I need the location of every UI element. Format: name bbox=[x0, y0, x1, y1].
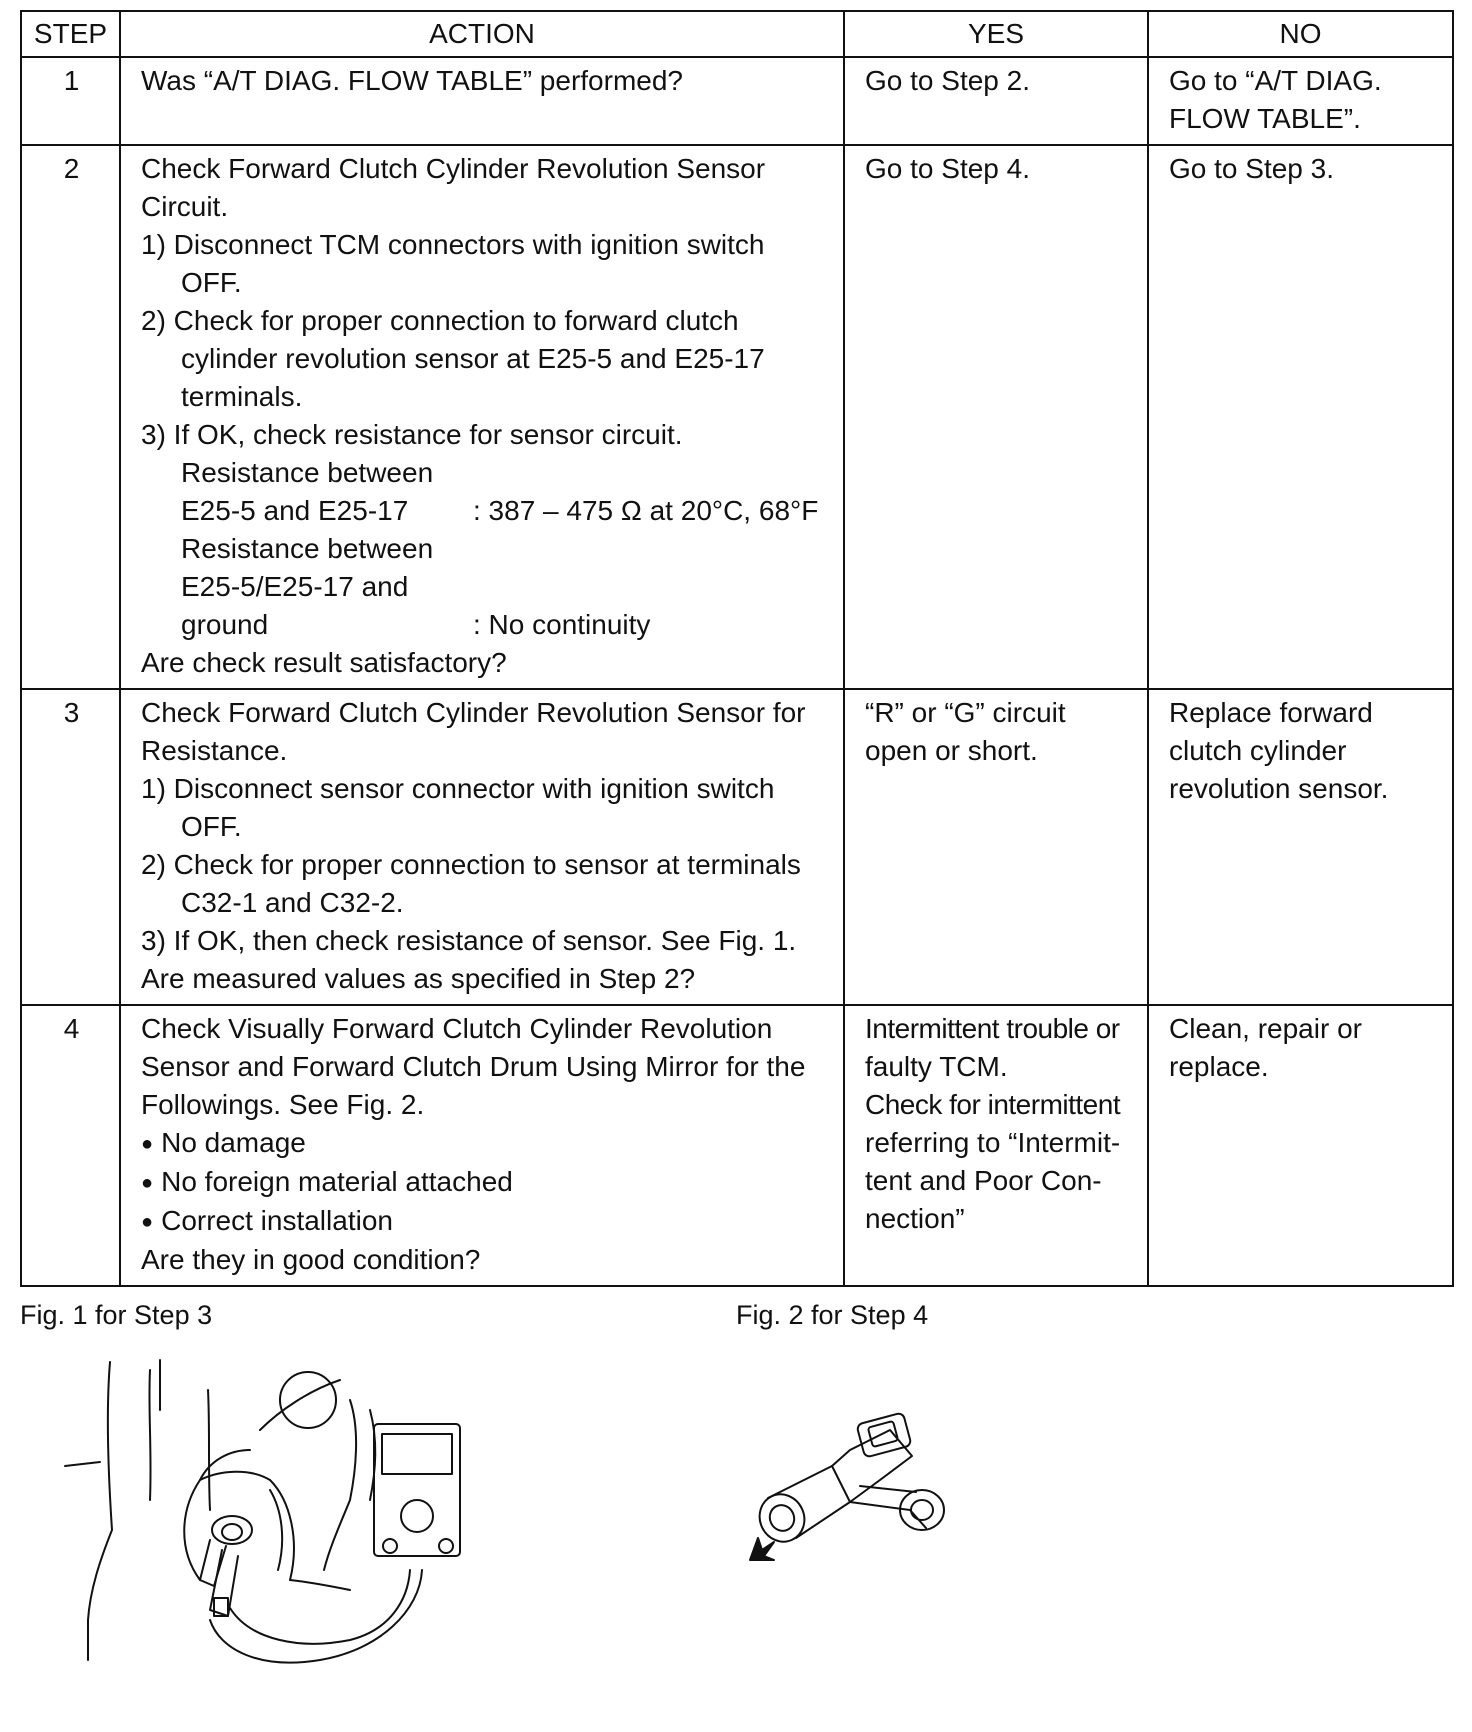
table-row-step-1 bbox=[21, 57, 1453, 145]
action-question: Are check result satisfactory? bbox=[141, 647, 507, 678]
fig1-sensor-resistance-illustration bbox=[60, 1350, 480, 1670]
bullet-item: ● No damage bbox=[141, 1124, 825, 1163]
yes-text: tent and Poor Con- bbox=[865, 1165, 1102, 1196]
yes-cell bbox=[844, 57, 1148, 145]
yes-text: open or short. bbox=[865, 735, 1038, 766]
header-no: NO bbox=[1148, 11, 1453, 57]
step-number: 3 bbox=[21, 689, 120, 1005]
table-header-row bbox=[21, 11, 1453, 57]
spec-label: ground bbox=[181, 609, 269, 640]
step-number: 4 bbox=[21, 1005, 120, 1286]
spec-value: : No continuity bbox=[473, 609, 651, 640]
substep: 1) Disconnect TCM connectors with ignition switch OFF. bbox=[141, 229, 765, 298]
spec-label: E25-5/E25-17 and bbox=[181, 571, 409, 602]
spec-label: Resistance between bbox=[181, 457, 434, 488]
bullet-item: ● Correct installation bbox=[141, 1202, 825, 1241]
yes-text: Intermittent trouble or bbox=[865, 1013, 1120, 1044]
step-number: 1 bbox=[21, 57, 120, 145]
action-cell bbox=[120, 57, 844, 145]
header-yes: YES bbox=[844, 11, 1148, 57]
substep: 2) Check for proper connection to sensor at terminals C32-1 and C32-2. bbox=[141, 849, 801, 918]
yes-cell bbox=[844, 689, 1148, 1005]
table-row-step-3 bbox=[21, 689, 1453, 1005]
bullet-item: ● No foreign material attached bbox=[141, 1163, 825, 1202]
no-cell bbox=[1148, 689, 1453, 1005]
no-text: Replace forward bbox=[1169, 697, 1373, 728]
action-cell bbox=[120, 145, 844, 689]
action-question: Are they in good condition? bbox=[141, 1244, 481, 1275]
action-title: Followings. See Fig. 2. bbox=[141, 1089, 425, 1120]
yes-text: Go to Step 4. bbox=[865, 153, 1030, 184]
action-title: Circuit. bbox=[141, 191, 229, 222]
no-text: clutch cylinder bbox=[1169, 735, 1347, 766]
action-title: Check Forward Clutch Cylinder Revolution Sensor for bbox=[141, 697, 806, 728]
no-text: replace. bbox=[1169, 1051, 1269, 1082]
table-row-step-2 bbox=[21, 145, 1453, 689]
no-cell bbox=[1148, 1005, 1453, 1286]
fig1-caption: Fig. 1 for Step 3 bbox=[20, 1300, 213, 1330]
no-cell bbox=[1148, 145, 1453, 689]
no-cell bbox=[1148, 57, 1453, 145]
spec-value: : 387 – 475 Ω at 20°C, 68°F bbox=[473, 495, 819, 526]
substep: 1) Disconnect sensor connector with ignition switch OFF. bbox=[141, 773, 775, 842]
fig2-sensor-illustration bbox=[740, 1410, 960, 1580]
diagnostic-table bbox=[20, 10, 1454, 1287]
header-step: STEP bbox=[21, 11, 120, 57]
header-action: ACTION bbox=[120, 11, 844, 57]
yes-text: Go to Step 2. bbox=[865, 65, 1030, 96]
yes-cell bbox=[844, 145, 1148, 689]
action-title: Check Visually Forward Clutch Cylinder Revolution bbox=[141, 1013, 773, 1044]
step-number: 2 bbox=[21, 145, 120, 689]
substep: 3) If OK, check resistance for sensor circuit. bbox=[141, 419, 683, 450]
no-text: Go to “A/T DIAG. bbox=[1169, 65, 1382, 96]
spec-row bbox=[141, 492, 825, 530]
action-text: Was “A/T DIAG. FLOW TABLE” performed? bbox=[141, 65, 683, 96]
yes-text: faulty TCM. bbox=[865, 1051, 1008, 1082]
yes-cell bbox=[844, 1005, 1148, 1286]
no-text: FLOW TABLE”. bbox=[1169, 103, 1361, 134]
action-title: Check Forward Clutch Cylinder Revolution Sensor bbox=[141, 153, 766, 184]
spec-label: E25-5 and E25-17 bbox=[181, 495, 409, 526]
yes-text: “R” or “G” circuit bbox=[865, 697, 1066, 728]
no-text: revolution sensor. bbox=[1169, 773, 1389, 804]
no-text: Go to Step 3. bbox=[1169, 153, 1334, 184]
fig2-caption: Fig. 2 for Step 4 bbox=[736, 1300, 929, 1330]
table-row-step-4 bbox=[21, 1005, 1453, 1286]
substep: 3) If OK, then check resistance of sensor. See Fig. 1. bbox=[141, 925, 797, 956]
action-cell bbox=[120, 1005, 844, 1286]
action-question: Are measured values as specified in Step 2? bbox=[141, 963, 696, 994]
action-cell bbox=[120, 689, 844, 1005]
yes-text: referring to “Intermit- bbox=[865, 1127, 1121, 1158]
action-title: Sensor and Forward Clutch Drum Using Mirror for the bbox=[141, 1051, 806, 1082]
no-text: Clean, repair or bbox=[1169, 1013, 1362, 1044]
yes-text: nection” bbox=[865, 1203, 965, 1234]
spec-row bbox=[141, 606, 825, 644]
action-title: Resistance. bbox=[141, 735, 288, 766]
substep: 2) Check for proper connection to forward clutch cylinder revolution sensor at E25-5 and E25-17 terminals. bbox=[141, 305, 765, 412]
spec-label: Resistance between bbox=[181, 533, 434, 564]
yes-text: Check for intermittent bbox=[865, 1089, 1121, 1120]
